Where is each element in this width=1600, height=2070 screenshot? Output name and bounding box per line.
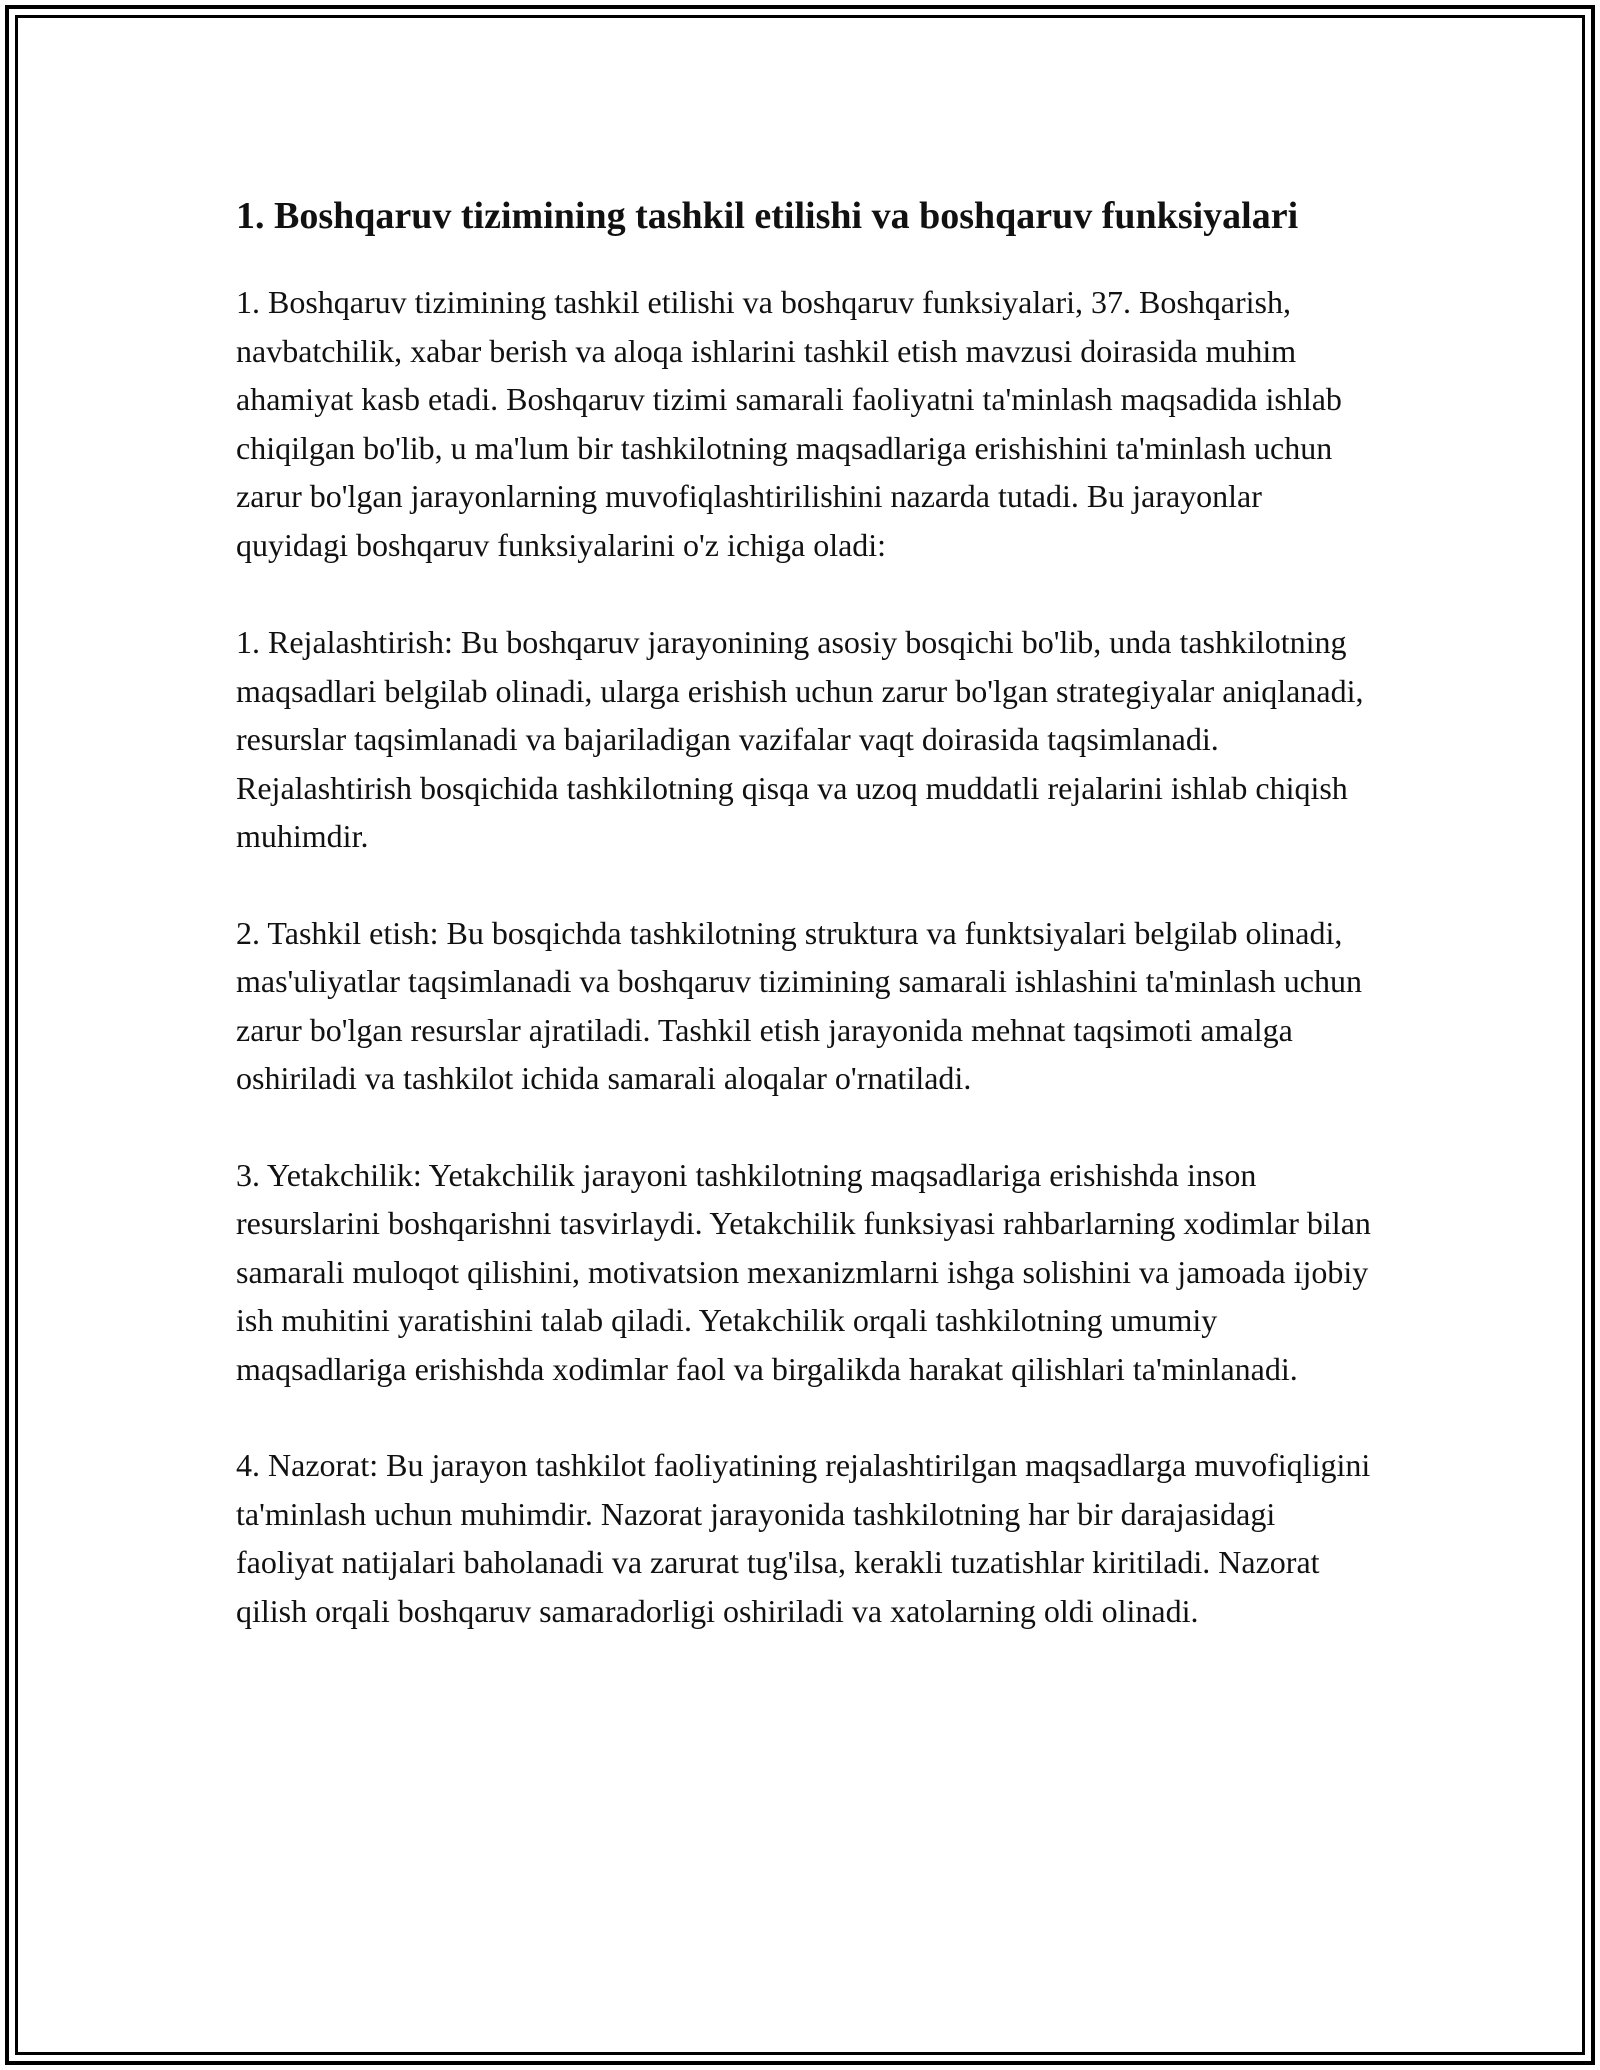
paragraph-control: 4. Nazorat: Bu jarayon tashkilot faoliyatining rejalashtirilgan maqsadlarga muvofiqligini ta'minlash uchun muhimdir. Nazorat jarayonida tashkilotning har bir darajasidagi faoliyat natijalari baholanadi va zarurat tug'ilsa, kerakli tuzatishlar kiritiladi. Nazorat qilish orqali boshqaruv samaradorligi oshiriladi va xatolarning oldi olinadi. — [236, 1447, 1371, 1629]
document-title: 1. Boshqaruv tizimining tashkil etilishi va boshqaruv funksiyalari — [236, 195, 1299, 237]
document-body — [236, 188, 1376, 1683]
paragraph-organizing: 2. Tashkil etish: Bu bosqichda tashkilotning struktura va funktsiyalari belgilab olinadi, mas'uliyatlar taqsimlanadi va boshqaruv tizimining samarali ishlashini ta'minlash uchun zarur bo'lgan resurslar ajratiladi. Tashkil etish jarayonida mehnat taqsimoti amalga oshiriladi va tashkilot ichida samarali aloqalar o'rnatiladi. — [236, 914, 1362, 1096]
paragraph-planning: 1. Rejalashtirish: Bu boshqaruv jarayonining asosiy bosqichi bo'lib, unda tashkilotning maqsadlari belgilab olinadi, ularga erishish uchun zarur bo'lgan strategiyalar aniqlanadi, resurslar taqsimlanadi va bajariladigan vazifalar vaqt doirasida taqsimlanadi. Rejalashtirish bosqichida tashkilotning qisqa va uzoq muddatli rejalarini ishlab chiqish muhimdir. — [236, 624, 1364, 854]
intro-paragraph: 1. Boshqaruv tizimining tashkil etilishi va boshqaruv funksiyalari, 37. Boshqarish, navbatchilik, xabar berish va aloqa ishlarini tashkil etish mavzusi doirasida muhim ahamiyat kasb etadi. Boshqaruv tizimi samarali faoliyatni ta'minlash maqsadida ishlab chiqilgan bo'lib, u ma'lum bir tashkilotning maqsadlariga erishishini ta'minlash uchun zarur bo'lgan jarayonlarning muvofiqlashtirilishini nazarda tutadi. Bu jarayonlar quyidagi boshqaruv funksiyalarini o'z ichiga oladi: — [236, 284, 1342, 563]
paragraph-leadership: 3. Yetakchilik: Yetakchilik jarayoni tashkilotning maqsadlariga erishishda inson resurslarini boshqarishni tasvirlaydi. Yetakchilik funksiyasi rahbarlarning xodimlar bilan samarali muloqot qilishini, motivatsion mexanizmlarni ishga solishini va jamoada ijobiy ish muhitini yaratishini talab qiladi. Yetakchilik orqali tashkilotning umumiy maqsadlariga erishishda xodimlar faol va birgalikda harakat qilishlari ta'minlanadi. — [236, 1156, 1371, 1387]
